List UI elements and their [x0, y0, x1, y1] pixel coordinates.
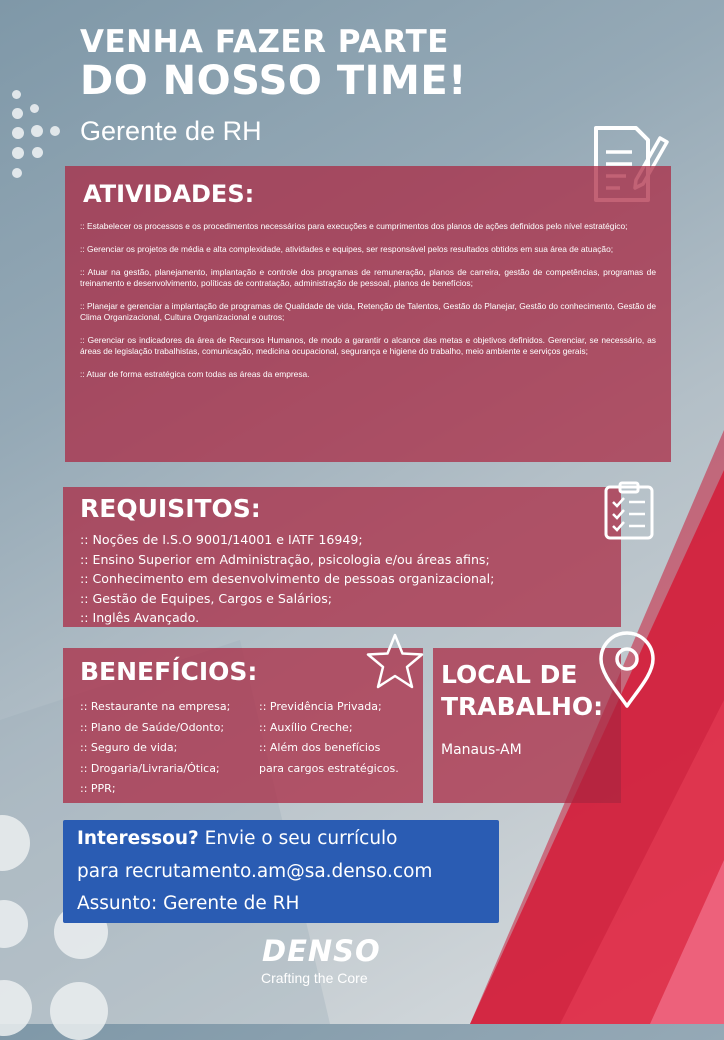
requirement-item: :: Conhecimento em desenvolvimento de pessoas organizacional;: [80, 571, 495, 586]
activity-item: :: Estabelecer os processos e os procedimentos necessários para execuções e cumprimentos dos planos de ações definidos pelo nível estratégico;: [80, 221, 628, 231]
cta-email[interactable]: para recrutamento.am@sa.denso.com: [77, 861, 433, 882]
benefits-title: BENEFÍCIOS:: [80, 657, 258, 686]
location-title-line2: TRABALHO:: [441, 692, 604, 721]
activity-item: :: Atuar de forma estratégica com todas as áreas da empresa.: [80, 369, 310, 379]
requirements-list: [80, 530, 494, 628]
decor-circle: [50, 982, 108, 1040]
cta-line1-text: Envie o seu currículo: [198, 828, 398, 849]
activity-item: :: Gerenciar os projetos de média e alta complexidade, atividades e equipes, ser responsável pelos resultados obtidos em sua área de atuação;: [80, 244, 614, 254]
activities-title: ATIVIDADES:: [83, 180, 255, 208]
cta-line-1: [77, 828, 398, 849]
checklist-icon: [603, 481, 655, 541]
benefits-column-1: [80, 697, 230, 800]
job-title: Gerente de RH: [80, 116, 262, 146]
activity-item: :: Gerenciar os indicadores da área de Recursos Humanos, de modo a garantir o alcance das metas e objetivos definidos. Gerenciar, se necessário, as áreas de legislação trabalhistas, comunicação, medicina ocupacional, segurança e higiene do trabalho, meio ambiente e serviços gerais;: [80, 335, 656, 356]
benefits-column-2: [259, 697, 399, 779]
contact-box: [63, 820, 499, 923]
headline-line1: VENHA FAZER PARTE: [80, 24, 449, 60]
benefit-item: :: Previdência Privada;: [259, 700, 382, 713]
cta-interest: Interessou?: [77, 828, 199, 849]
benefit-item: :: Além dos benefícios: [259, 741, 381, 754]
map-pin-icon: [596, 630, 658, 710]
headline-line2: DO NOSSO TIME!: [80, 58, 467, 104]
requirements-title: REQUISITOS:: [80, 494, 261, 523]
benefit-item: :: Auxílio Creche;: [259, 720, 353, 734]
requirement-item: :: Ensino Superior em Administração, psicologia e/ou áreas afins;: [80, 551, 490, 567]
benefit-item: :: Seguro de vida;: [80, 741, 178, 754]
activity-item: :: Atuar na gestão, planejamento, implantação e controle dos programas de remuneração, planos de carreira, gestão de competências, programas de treinamento e desenvolvimento, políticas de contratação, administração de pessoal, planos de benefícios;: [80, 267, 656, 288]
denso-logo: DENSO: [262, 934, 381, 968]
location-title-line1: LOCAL DE: [441, 660, 578, 689]
requirement-item: :: Gestão de Equipes, Cargos e Salários;: [80, 590, 333, 606]
benefit-item: para cargos estratégicos.: [259, 761, 399, 775]
requirement-item: :: Noções de I.S.O 9001/14001 e IATF 16949;: [80, 532, 363, 547]
activity-item: :: Planejar e gerenciar a implantação de programas de Qualidade de vida, Retenção de Talentos, Gestão do Planejar, Gestão do conhecimento, Gestão de Clima Organizacional, Cultura Organizacional e outros;: [80, 301, 656, 322]
brand-tagline: Crafting the Core: [261, 970, 368, 986]
benefit-item: :: Plano de Saúde/Odonto;: [80, 720, 225, 734]
location-city: Manaus-AM: [441, 742, 522, 758]
benefit-item: :: PPR;: [80, 782, 116, 795]
benefit-item: :: Restaurante na empresa;: [80, 700, 231, 713]
star-icon: [364, 632, 426, 690]
requirement-item: :: Inglês Avançado.: [80, 610, 200, 625]
cta-subject: Assunto: Gerente de RH: [77, 893, 300, 914]
benefit-item: :: Drogaria/Livraria/Ótica;: [80, 761, 220, 775]
activities-list: [80, 221, 656, 392]
